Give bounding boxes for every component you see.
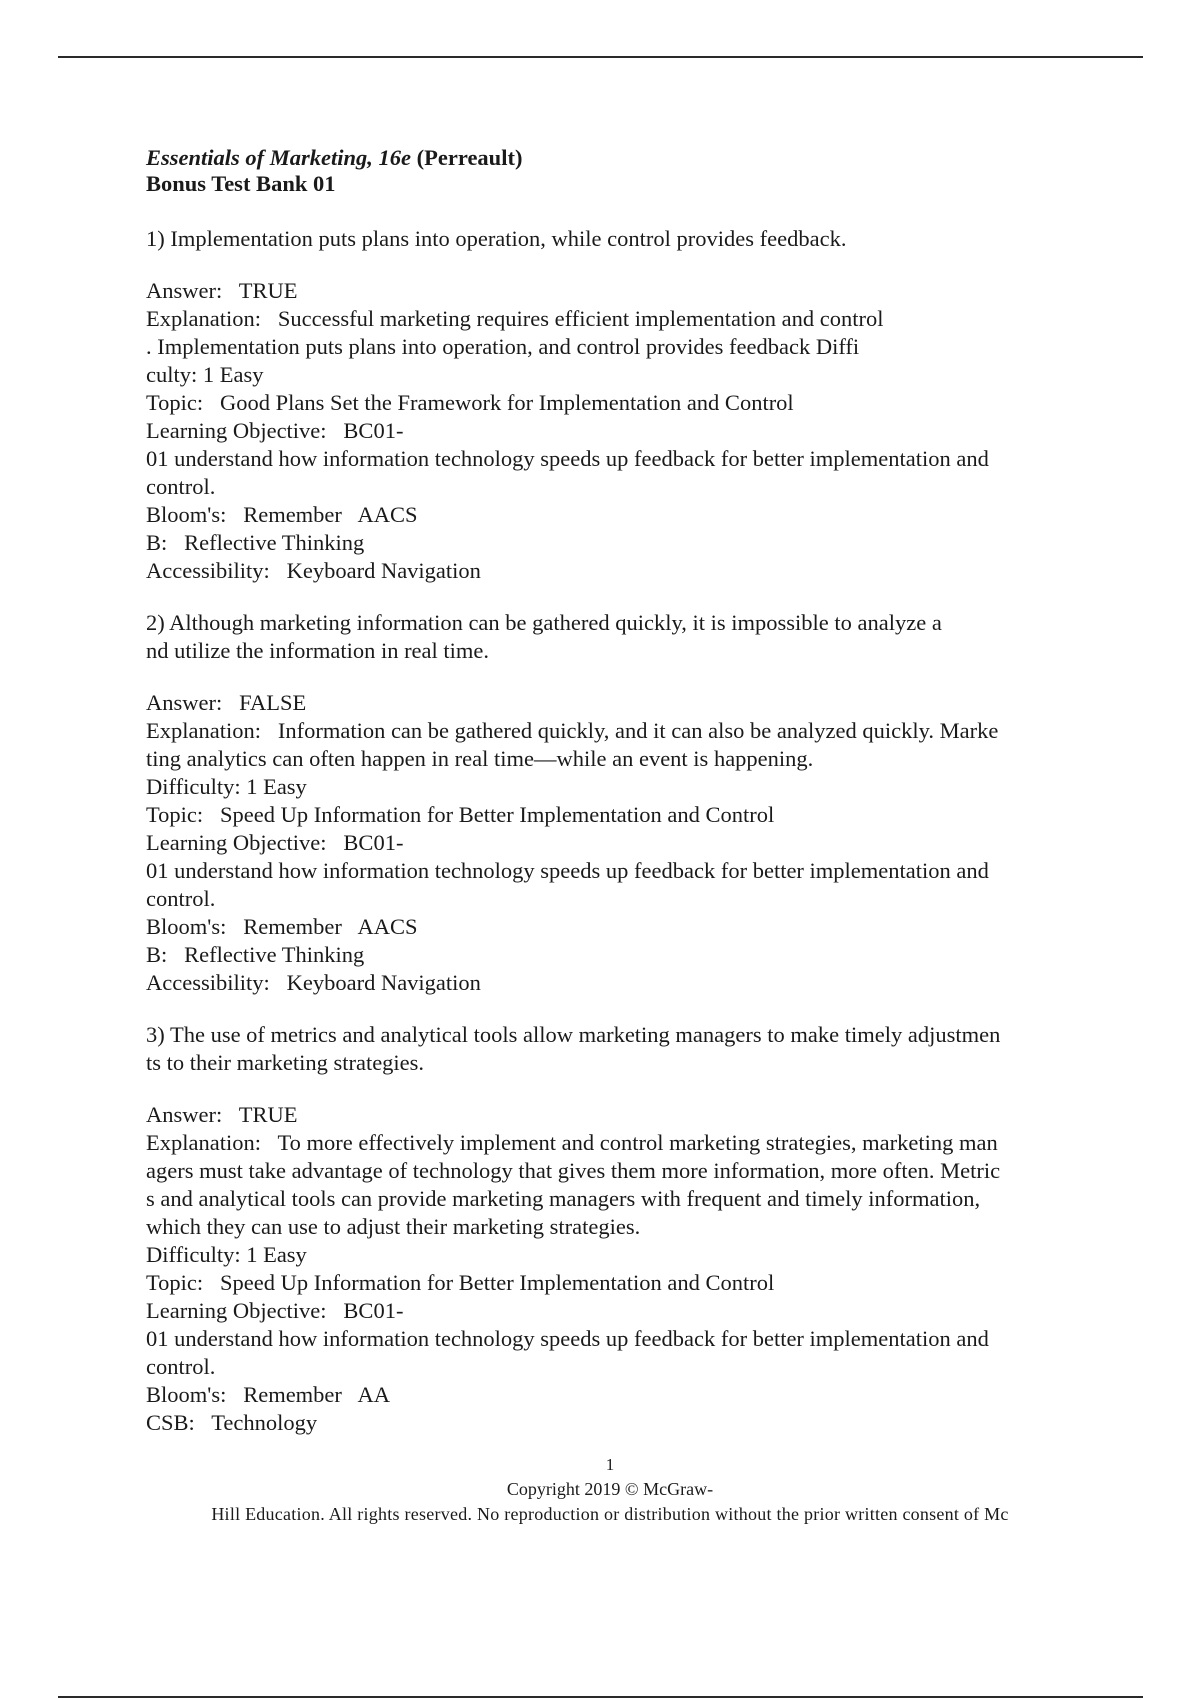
answer-line: Answer: TRUE: [146, 1102, 298, 1127]
explanation-line: agers must take advantage of technology that gives them more information, more often. Metric: [146, 1158, 1001, 1183]
question-text: 2) Although marketing information can be gathered quickly, it is impossible to analyze a: [146, 610, 942, 635]
document-title: [146, 145, 1086, 171]
blooms-line: Bloom's: Remember AACS: [146, 914, 418, 939]
question-text: 1) Implementation puts plans into operation, while control provides feedback.: [146, 226, 847, 251]
topic-line: Topic: Speed Up Information for Better Implementation and Control: [146, 802, 775, 827]
difficulty-line: Difficulty: 1 Easy: [146, 1242, 307, 1267]
learning-objective-line: 01 understand how information technology speeds up feedback for better implementation and: [146, 1326, 989, 1351]
explanation-line: Explanation: Information can be gathered quickly, and it can also be analyzed quickly. Marke: [146, 718, 999, 743]
answer-line: Answer: TRUE: [146, 278, 298, 303]
page-number: 1: [605, 1455, 615, 1474]
difficulty-line: Difficulty: 1 Easy: [146, 774, 307, 799]
explanation-line: Explanation: Successful marketing requires efficient implementation and control: [146, 306, 884, 331]
question-block: [146, 1021, 1086, 1437]
learning-objective-line: control.: [146, 886, 216, 911]
learning-objective-line: 01 understand how information technology speeds up feedback for better implementation and: [146, 446, 989, 471]
learning-objective-line: Learning Objective: BC01-: [146, 418, 404, 443]
document-subtitle: Bonus Test Bank 01: [146, 171, 336, 196]
blooms-line: Bloom's: Remember AACS: [146, 502, 418, 527]
top-rule: [58, 56, 1143, 58]
learning-objective-line: Learning Objective: BC01-: [146, 830, 404, 855]
difficulty-line: culty: 1 Easy: [146, 362, 264, 387]
accessibility-line: Accessibility: Keyboard Navigation: [146, 970, 481, 995]
explanation-line: ting analytics can often happen in real time—while an event is happening.: [146, 746, 814, 771]
learning-objective-line: control.: [146, 474, 216, 499]
book-author: (Perreault): [416, 145, 523, 170]
explanation-line: . Implementation puts plans into operation, and control provides feedback Diffi: [146, 334, 860, 359]
copyright-line: Hill Education. All rights reserved. No reproduction or distribution without the prior written consent of Mc: [211, 1504, 1009, 1524]
explanation-line: Explanation: To more effectively implement and control marketing strategies, marketing man: [146, 1130, 998, 1155]
question-block: [146, 609, 1086, 997]
page-footer: [140, 1452, 1080, 1527]
blooms-line: B: Reflective Thinking: [146, 530, 365, 555]
document-body: [146, 145, 1086, 1437]
blooms-line: Bloom's: Remember AA: [146, 1382, 391, 1407]
learning-objective-line: 01 understand how information technology speeds up feedback for better implementation and: [146, 858, 989, 883]
blooms-line: B: Reflective Thinking: [146, 942, 365, 967]
explanation-line: which they can use to adjust their marketing strategies.: [146, 1214, 641, 1239]
question-block: [146, 225, 1086, 585]
question-text: ts to their marketing strategies.: [146, 1050, 425, 1075]
bottom-rule: [58, 1696, 1143, 1698]
answer-line: Answer: FALSE: [146, 690, 307, 715]
question-text: nd utilize the information in real time.: [146, 638, 490, 663]
book-title: Essentials of Marketing, 16e: [146, 145, 412, 170]
topic-line: Topic: Good Plans Set the Framework for Implementation and Control: [146, 390, 794, 415]
explanation-line: s and analytical tools can provide marketing managers with frequent and timely information,: [146, 1186, 981, 1211]
topic-line: Topic: Speed Up Information for Better Implementation and Control: [146, 1270, 775, 1295]
csb-line: CSB: Technology: [146, 1410, 318, 1435]
learning-objective-line: Learning Objective: BC01-: [146, 1298, 404, 1323]
copyright-line: Copyright 2019 © McGraw-: [506, 1479, 714, 1499]
question-text: 3) The use of metrics and analytical tools allow marketing managers to make timely adjustmen: [146, 1022, 1001, 1047]
learning-objective-line: control.: [146, 1354, 216, 1379]
accessibility-line: Accessibility: Keyboard Navigation: [146, 558, 481, 583]
